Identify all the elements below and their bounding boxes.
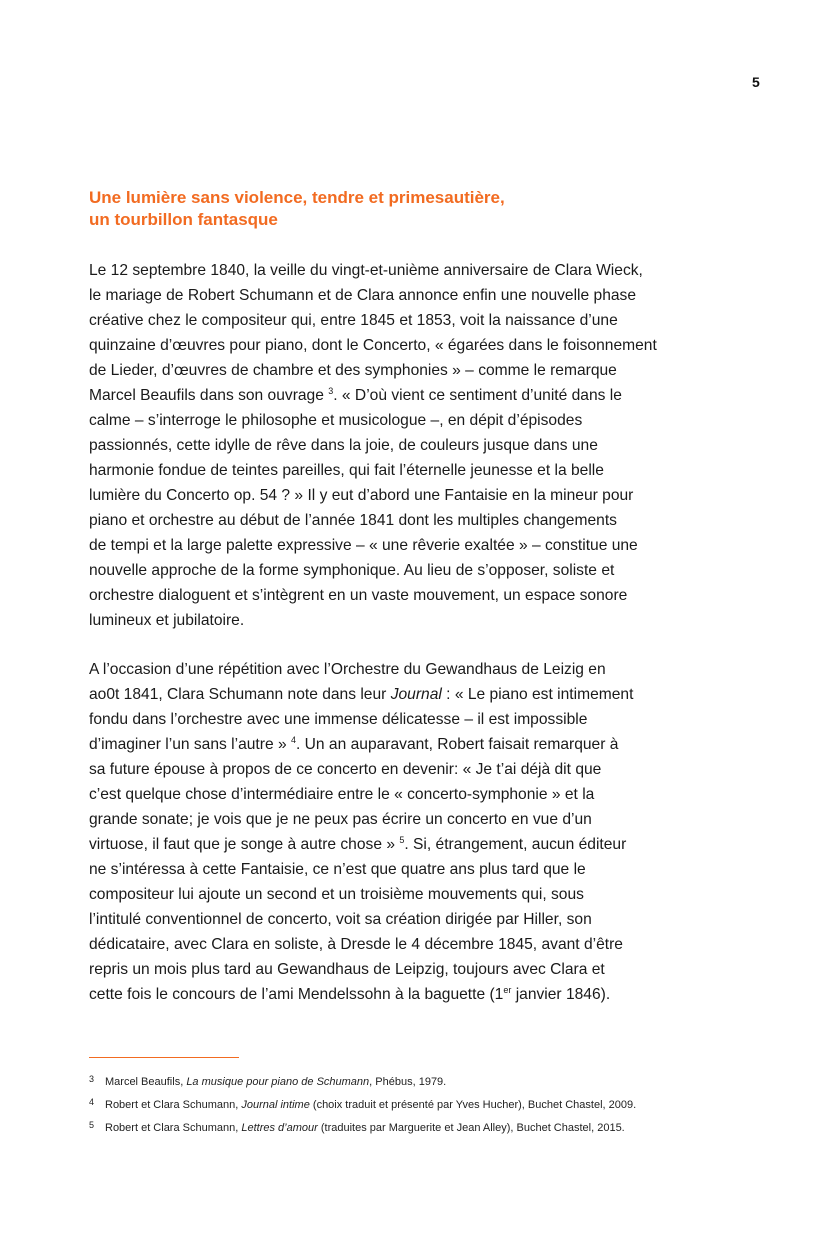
ordinal-suffix: er	[503, 984, 512, 995]
footnote-book-title: Journal intime	[241, 1099, 310, 1111]
text-line: lumière du Concerto op. 54 ? » Il y eut d’abord une Fantaisie en la mineur pour	[89, 487, 634, 504]
footnote-divider	[89, 1057, 239, 1058]
text-segment: virtuose, il faut que je songe à autre chose »	[89, 836, 400, 853]
footnote-text: (choix traduit et présenté par Yves Hucher), Buchet Chastel, 2009.	[309, 1099, 637, 1111]
text-line: A l’occasion d’une répétition avec l’Orchestre du Gewandhaus de Leizig en	[89, 661, 606, 678]
text-line	[89, 732, 789, 757]
text-line: orchestre dialoguent et s’intègrent en un vaste mouvement, un espace sonore	[89, 587, 628, 604]
footnote-book-title: Lettres d’amour	[241, 1122, 318, 1134]
text-line: fondu dans l’orchestre avec une immense délicatesse – il est impossible	[89, 711, 588, 728]
text-line: dédicataire, avec Clara en soliste, à Dresde le 4 décembre 1845, avant d’être	[89, 936, 623, 953]
text-segment: cette fois le concours de l’ami Mendelssohn à la baguette (1	[89, 986, 504, 1003]
text-segment: : « Le piano est intimement	[441, 686, 634, 703]
text-segment: ao0t 1841, Clara Schumann note dans leur	[89, 686, 391, 703]
paragraph-2	[89, 657, 789, 1007]
text-line: piano et orchestre au début de l’année 1841 dont les multiples changements	[89, 512, 617, 529]
text-segment: . « D’où vient ce sentiment d’unité dans le	[333, 387, 622, 404]
text-line	[89, 682, 789, 707]
footnote-text: Marcel Beaufils,	[105, 1076, 187, 1088]
footnote-number: 3	[89, 1074, 95, 1084]
text-line: de Lieder, d’œuvres de chambre et des symphonies » – comme le remarque	[89, 362, 617, 379]
text-line: grande sonate; je vois que je ne peux pas écrire un concerto en vue d’un	[89, 811, 592, 828]
footnote-book-title: La musique pour piano de Schumann	[186, 1076, 370, 1088]
section-heading	[89, 187, 769, 231]
text-line: Le 12 septembre 1840, la veille du vingt-et-unième anniversaire de Clara Wieck,	[89, 262, 643, 279]
text-line: passionnés, cette idylle de rêve dans la joie, de couleurs jusque dans une	[89, 437, 598, 454]
text-line: le mariage de Robert Schumann et de Clara annonce enfin une nouvelle phase	[89, 287, 637, 304]
footnote-ref-5[interactable]: 5	[399, 834, 405, 845]
page-number: 5	[752, 74, 760, 90]
footnote-ref-4[interactable]: 4	[290, 734, 296, 745]
text-line	[89, 383, 789, 408]
text-line: créative chez le compositeur qui, entre 1845 et 1853, voit la naissance d’une	[89, 312, 618, 329]
journal-title: Journal	[390, 686, 442, 703]
text-line: calme – s’interroge le philosophe et musicologue –, en dépit d’épisodes	[89, 412, 583, 429]
footnote-text: Robert et Clara Schumann,	[105, 1122, 242, 1134]
text-line: repris un mois plus tard au Gewandhaus de Leipzig, toujours avec Clara et	[89, 961, 605, 978]
text-segment: Marcel Beaufils dans son ouvrage	[89, 387, 329, 404]
footnote-number: 4	[89, 1097, 95, 1107]
text-line: c’est quelque chose d’intermédiaire entre le « concerto-symphonie » et la	[89, 786, 595, 803]
footnote-text: , Phébus, 1979.	[369, 1076, 447, 1088]
text-segment: d’imaginer l’un sans l’autre »	[89, 736, 291, 753]
footnote-4	[89, 1092, 789, 1115]
footnote-text: Robert et Clara Schumann,	[105, 1099, 242, 1111]
text-line	[89, 982, 789, 1007]
text-line: lumineux et jubilatoire.	[89, 612, 245, 629]
heading-line-1: Une lumière sans violence, tendre et primesautière,	[89, 188, 505, 207]
paragraph-1	[89, 258, 789, 633]
text-line: ne s’intéressa à cette Fantaisie, ce n’est que quatre ans plus tard que le	[89, 861, 586, 878]
footnote-3	[89, 1069, 789, 1092]
footnote-number: 5	[89, 1120, 95, 1130]
text-segment: . Un an auparavant, Robert faisait remarquer à	[295, 736, 619, 753]
text-line	[89, 832, 789, 857]
text-line: compositeur lui ajoute un second et un troisième mouvements qui, sous	[89, 886, 584, 903]
text-line: sa future épouse à propos de ce concerto en devenir: « Je t’ai déjà dit que	[89, 761, 602, 778]
text-line: l’intitulé conventionnel de concerto, voit sa création dirigée par Hiller, son	[89, 911, 592, 928]
text-line: quinzaine d’œuvres pour piano, dont le Concerto, « égarées dans le foisonnement	[89, 337, 657, 354]
text-line: de tempi et la large palette expressive – « une rêverie exaltée » – constitue une	[89, 537, 638, 554]
text-line: harmonie fondue de teintes pareilles, qui fait l’éternelle jeunesse et la belle	[89, 462, 604, 479]
footnote-ref-3[interactable]: 3	[328, 385, 334, 396]
footnote-text: (traduites par Marguerite et Jean Alley), Buchet Chastel, 2015.	[317, 1122, 625, 1134]
footnote-5	[89, 1115, 789, 1138]
text-segment: janvier 1846).	[511, 986, 611, 1003]
footnotes	[89, 1069, 789, 1138]
text-line: nouvelle approche de la forme symphonique. Au lieu de s’opposer, soliste et	[89, 562, 615, 579]
heading-line-2: un tourbillon fantasque	[89, 210, 278, 229]
text-segment: . Si, étrangement, aucun éditeur	[404, 836, 627, 853]
